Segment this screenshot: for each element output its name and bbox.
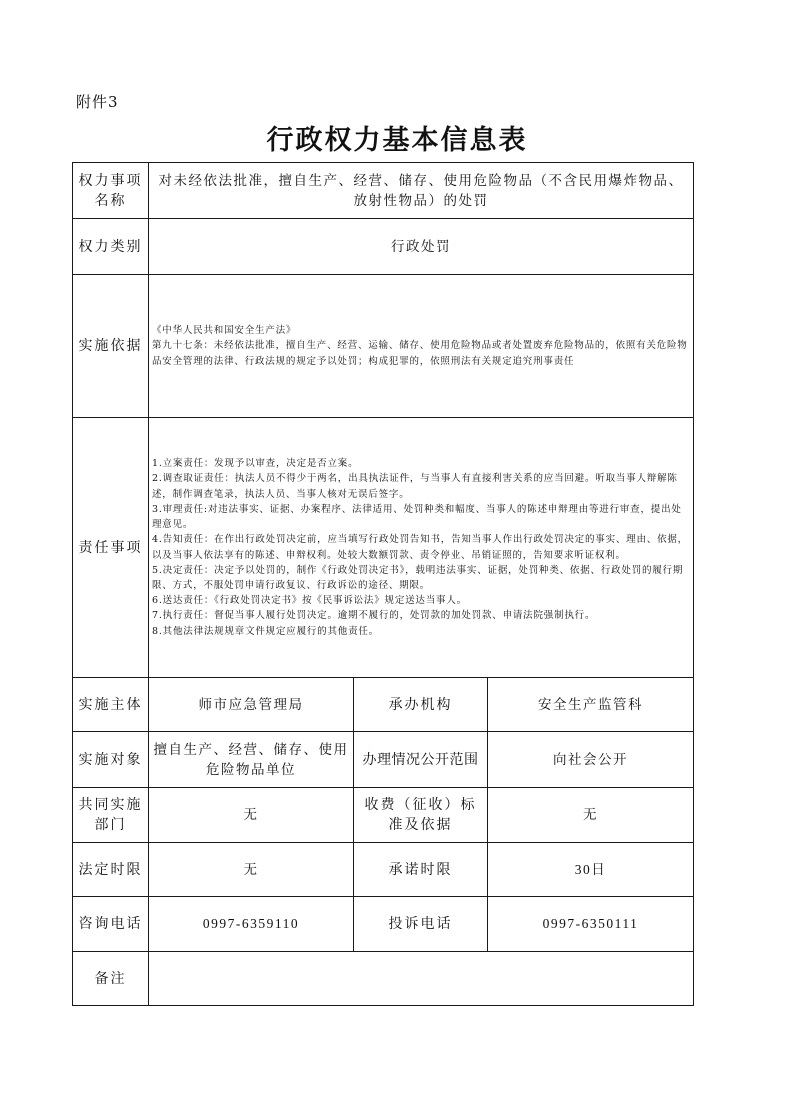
label-fee: 收费（征收）标准及依据 [354, 788, 488, 843]
value-target: 擅自生产、经营、储存、使用危险物品单位 [149, 732, 354, 788]
row-basis [73, 275, 694, 418]
value-remarks [149, 952, 694, 1006]
value-joint: 无 [149, 788, 354, 843]
label-subject: 实施主体 [73, 678, 149, 732]
page-title: 行政权力基本信息表 [266, 125, 528, 156]
value-category: 行政处罚 [149, 219, 694, 275]
label-target: 实施对象 [73, 732, 149, 788]
value-name: 对未经依法批准，擅自生产、经营、储存、使用危险物品（不含民用爆炸物品、放射性物品）的处罚 [149, 163, 694, 219]
value-promised-deadline: 30日 [488, 843, 694, 897]
label-joint: 共同实施部门 [73, 788, 149, 843]
responsibility-item: 5.决定责任：决定予以处罚的，制作《行政处罚决定书》，载明违法事实、证据，处罚种类、依据、行政处罚的履行期限、方式，不服处罚申请行政复议、行政诉讼的途径、期限。 [152, 564, 684, 591]
responsibility-item: 1.立案责任：发现予以审查，决定是否立案。 [152, 458, 359, 470]
value-consult-phone: 0997-6359110 [149, 897, 354, 952]
value-subject: 师市应急管理局 [149, 678, 354, 732]
row-target [73, 732, 694, 788]
basis-line: 第九十七条：未经依法批准，擅自生产、经营、运输、储存、使用危险物品或者处置废弃危险物品的，依照有关危险物品安全管理的法律、行政法规的规定予以处罚；构成犯罪的，依照刑法有关规定追究刑事责任 [152, 340, 688, 367]
responsibility-item: 3.审理责任:对违法事实、证据、办案程序、法律适用、处罚种类和幅度、当事人的陈述申辩理由等进行审查，提出处理意见。 [152, 503, 682, 531]
value-agency: 安全生产监管科 [488, 678, 694, 732]
info-table [72, 162, 694, 1006]
label-disclosure: 办理情况公开范围 [354, 732, 488, 788]
value-complaint-phone: 0997-6350111 [488, 897, 694, 952]
value-legal-deadline: 无 [149, 843, 354, 897]
row-deadline [73, 843, 694, 897]
basis-line: 《中华人民共和国安全生产法》 [152, 325, 297, 337]
row-category [73, 219, 694, 275]
responsibility-item: 7.执行责任：督促当事人履行处罚决定。逾期不履行的，处罚款的加处罚款、申请法院强制执行。 [152, 610, 596, 622]
value-responsibility [149, 418, 694, 678]
label-complaint-phone: 投诉电话 [354, 897, 488, 952]
label-name: 权力事项名称 [73, 163, 149, 219]
value-basis [149, 275, 694, 418]
label-category: 权力类别 [73, 219, 149, 275]
row-phone [73, 897, 694, 952]
responsibility-item: 8.其他法律法规规章文件规定应履行的其他责任。 [152, 625, 379, 637]
row-subject [73, 678, 694, 732]
label-responsibility: 责任事项 [73, 418, 149, 678]
responsibility-item: 4.告知责任：在作出行政处罚决定前，应当填写行政处罚告知书，告知当事人作出行政处罚决定的事实、理由、依据，以及当事人依法享有的陈述、申辩权利。处较大数额罚款、责令停业、吊销证照的，告知要求听证权利。 [152, 534, 688, 561]
label-consult-phone: 咨询电话 [73, 897, 149, 952]
label-agency: 承办机构 [354, 678, 488, 732]
label-remarks: 备注 [73, 952, 149, 1006]
label-promised-deadline: 承诺时限 [354, 843, 488, 897]
row-name [73, 163, 694, 219]
row-remarks [73, 952, 694, 1006]
responsibility-item: 6.送达责任：《行政处罚决定书》按《民事诉讼法》规定送达当事人。 [152, 595, 467, 607]
label-basis: 实施依据 [73, 275, 149, 418]
label-legal-deadline: 法定时限 [73, 843, 149, 897]
value-fee: 无 [488, 788, 694, 843]
row-joint [73, 788, 694, 843]
responsibility-item: 2.调查取证责任：执法人员不得少于两名，出具执法证件，与当事人有直接利害关系的应当回避。听取当事人辩解陈述，制作调查笔录，执法人员、当事人核对无误后签字。 [152, 473, 678, 500]
row-responsibility [73, 418, 694, 678]
value-disclosure: 向社会公开 [488, 732, 694, 788]
attachment-label: 附件3 [76, 93, 119, 111]
